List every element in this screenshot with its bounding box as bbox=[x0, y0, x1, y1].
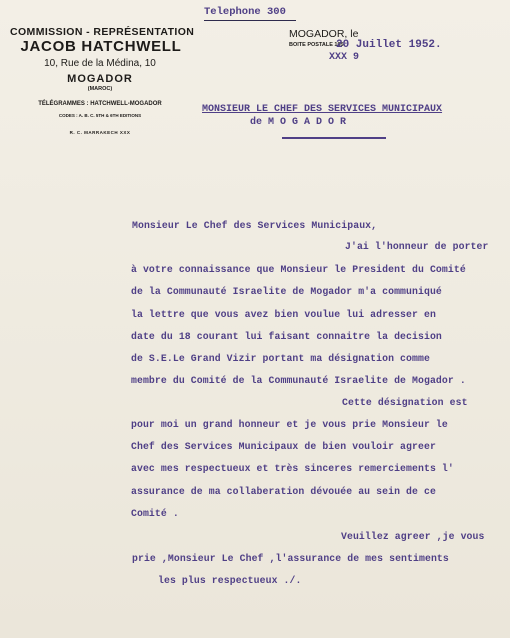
body-line: assurance de ma collaberation dévouée au sein de ce bbox=[131, 486, 436, 497]
letterhead-city: MOGADOR bbox=[67, 73, 133, 85]
letter-reference: XXX 9 bbox=[329, 52, 360, 63]
body-line: membre du Comité de la Communauté Israelite de Mogador . bbox=[131, 375, 466, 386]
body-line: Chef des Services Municipaux de bien vouloir agreer bbox=[131, 441, 436, 452]
body-line: J'ai l'honneur de porter bbox=[345, 241, 489, 252]
body-line: avec mes respectueux et très sinceres remerciements l' bbox=[131, 463, 454, 474]
body-line: Cette désignation est bbox=[342, 397, 468, 408]
recipient-underline bbox=[282, 137, 386, 139]
body-line: de S.E.Le Grand Vizir portant ma désignation comme bbox=[131, 353, 430, 364]
letter-date: 20 Juillet 1952. bbox=[336, 39, 442, 51]
letterhead-telegrams: TÉLÉGRAMMES : HATCHWELL-MOGADOR bbox=[38, 101, 162, 107]
recipient-line-1: MONSIEUR LE CHEF DES SERVICES MUNICIPAUX bbox=[202, 104, 443, 115]
body-line: de la Communauté Israelite de Mogador m'a communiqué bbox=[131, 286, 442, 297]
place-label: MOGADOR, le bbox=[289, 28, 359, 40]
body-line: Comité . bbox=[131, 508, 179, 519]
telephone-underline bbox=[204, 20, 296, 21]
letterhead-name: JACOB HATCHWELL bbox=[20, 38, 182, 55]
postbox-label: BOITE POSTALE 105 bbox=[289, 42, 344, 48]
closing-line: les plus respectueux ./. bbox=[158, 575, 302, 586]
letterhead-codes: CODES : A. B. C. 5TH & 6TH EDITIONS bbox=[58, 113, 142, 118]
salutation: Monsieur Le Chef des Services Municipaux, bbox=[132, 220, 378, 231]
closing-line: prie ,Monsieur Le Chef ,l'assurance de mes sentiments bbox=[132, 553, 449, 564]
recipient-line-2: de M O G A D O R bbox=[250, 117, 347, 128]
letterhead-rc: R. C. MARRAKECH XXX bbox=[69, 130, 131, 135]
body-line: date du 18 courant lui faisant connaitre la decision bbox=[131, 331, 442, 342]
closing-line: Veuillez agreer ,je vous bbox=[341, 531, 485, 542]
telephone-number: Telephone 300 bbox=[204, 6, 286, 18]
letterhead-country: (MAROC) bbox=[87, 86, 113, 92]
letterhead-address: 10, Rue de la Médina, 10 bbox=[44, 58, 156, 69]
body-line: à votre connaissance que Monsieur le President du Comité bbox=[131, 264, 466, 275]
letterhead-company: COMMISSION - REPRÉSENTATION bbox=[10, 26, 195, 38]
body-line: la lettre que vous avez bien voulue lui adresser en bbox=[131, 309, 436, 320]
body-line: pour moi un grand honneur et je vous prie Monsieur le bbox=[131, 419, 448, 430]
